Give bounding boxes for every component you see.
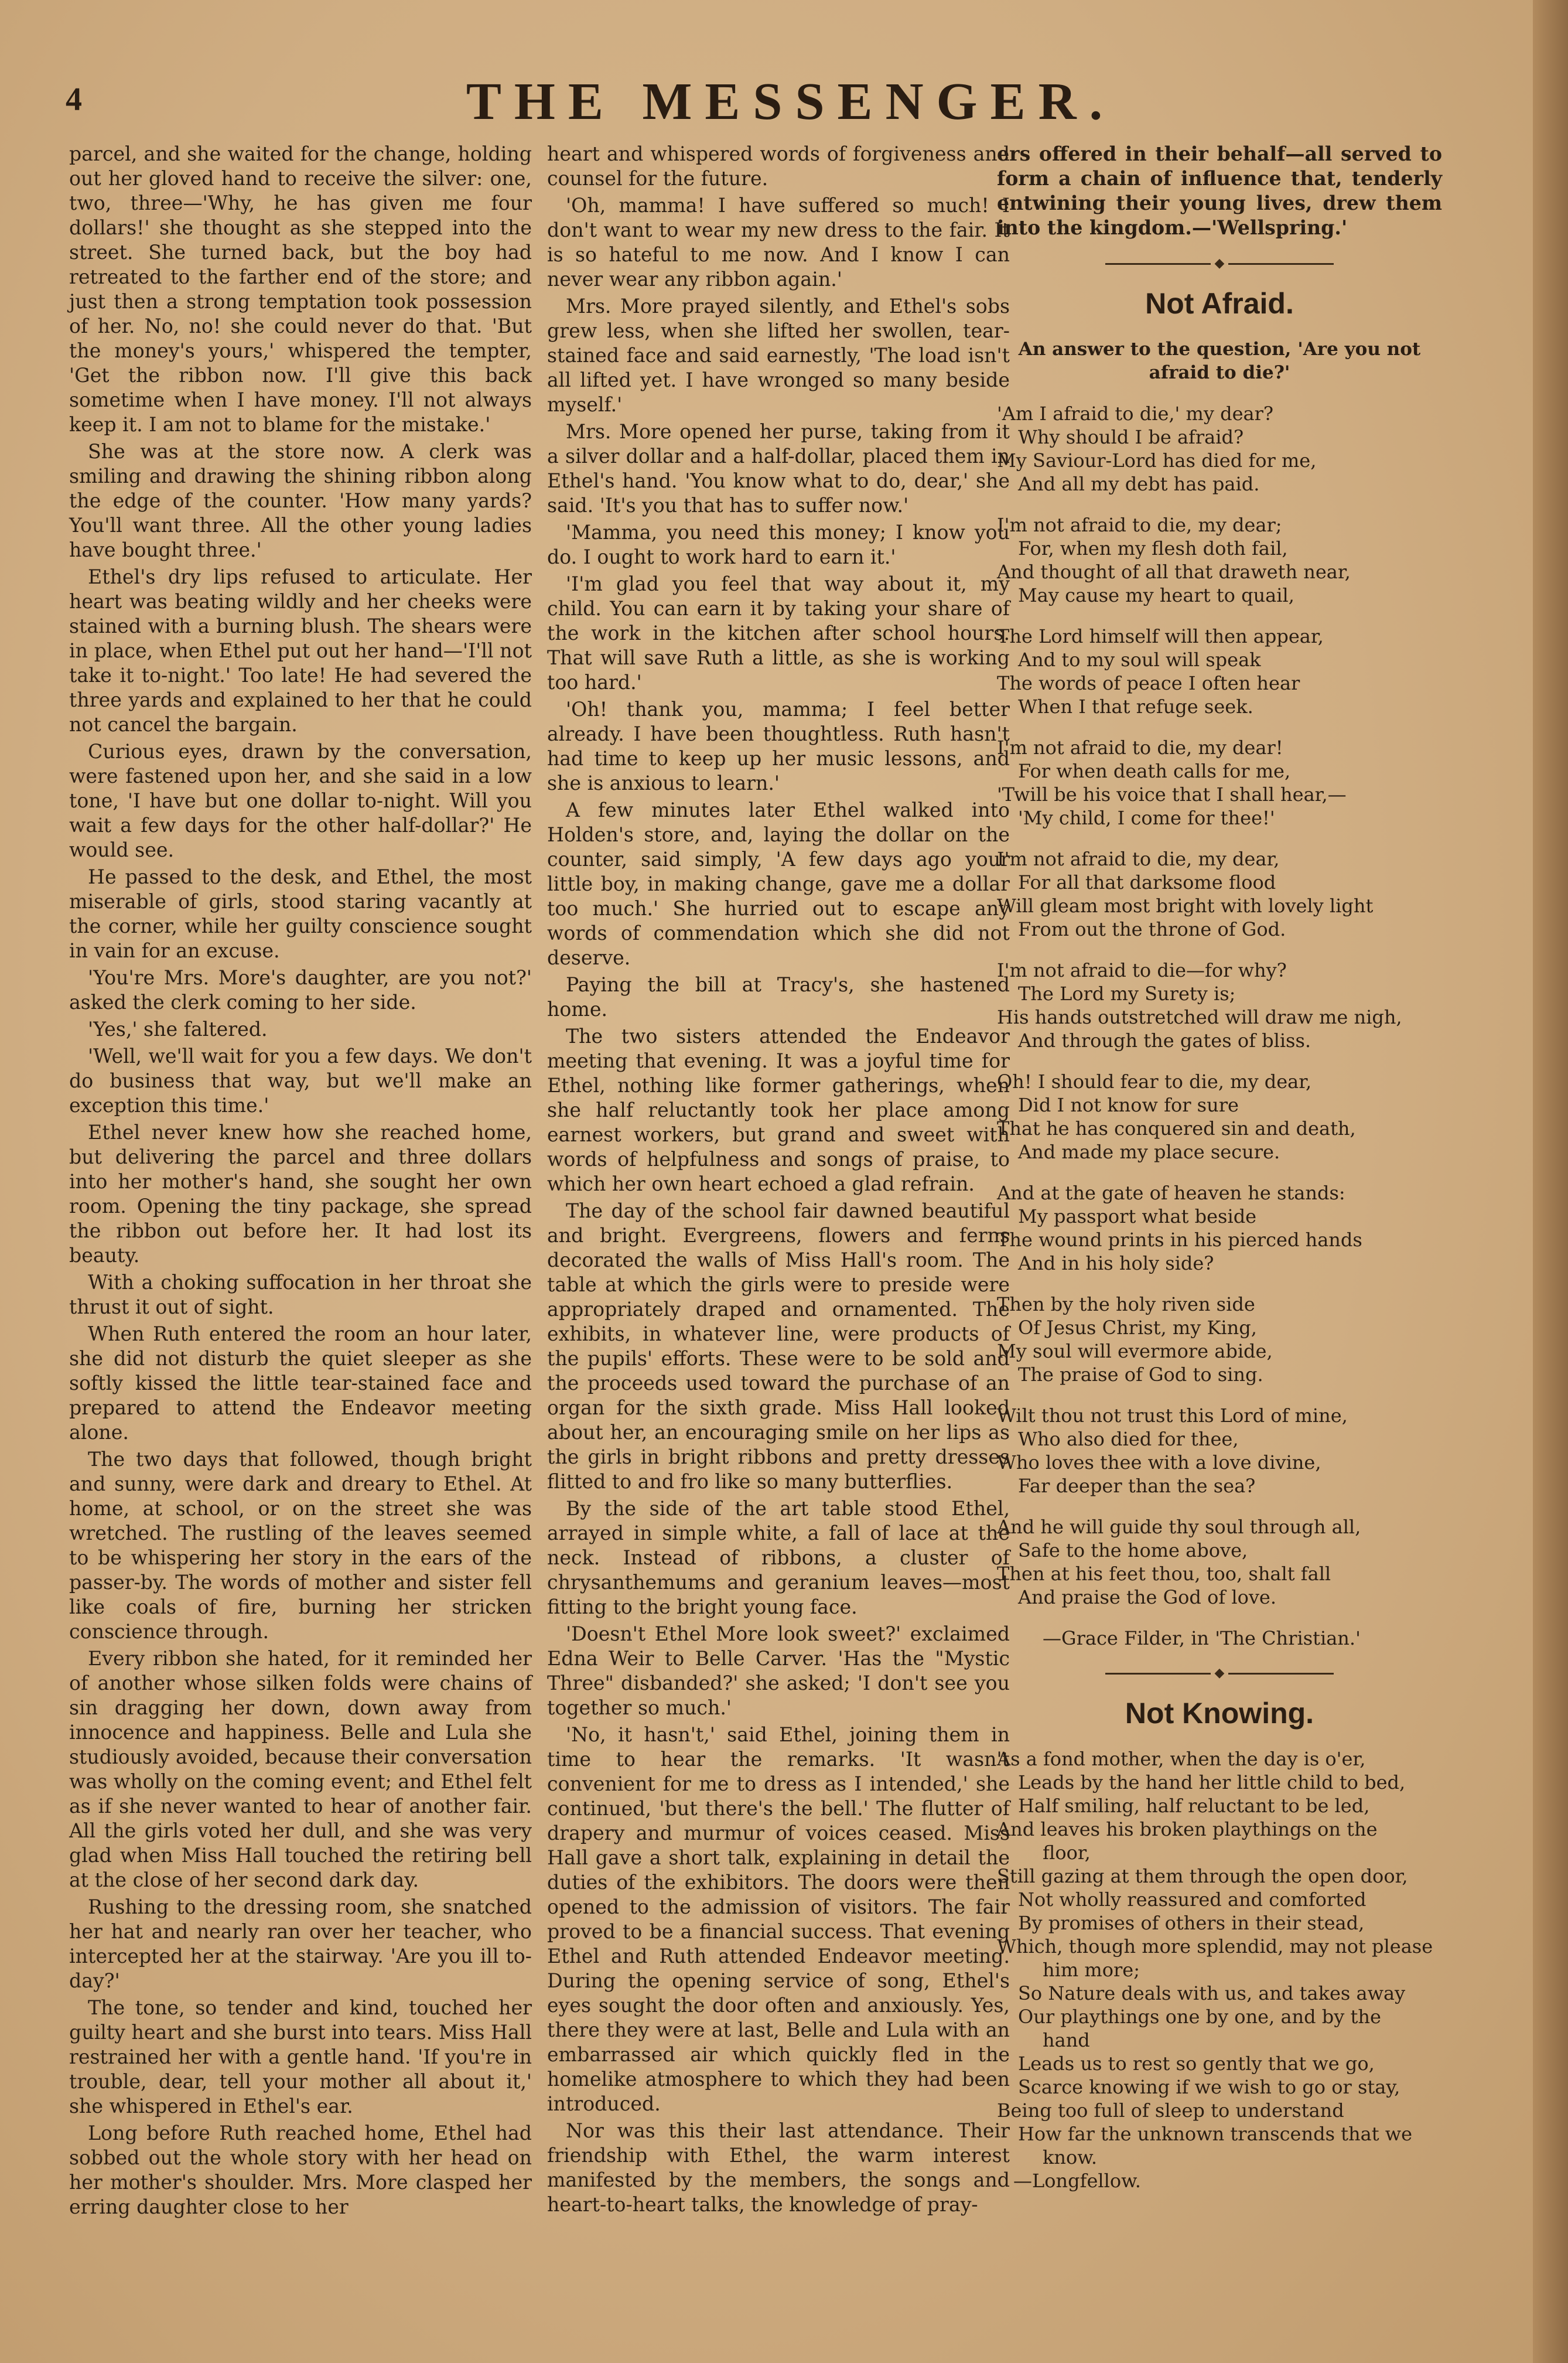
stanza bbox=[997, 513, 1442, 607]
paragraph: She was at the store now. A clerk was smiling and drawing the shining ribbon along the edge of the counter. 'How many yards? You'll want three. All the other young ladies have bought three.' bbox=[69, 440, 532, 561]
poem-not-knowing bbox=[997, 1747, 1442, 2169]
paragraph: heart and whispered words of forgiveness and counsel for the future. bbox=[547, 142, 1010, 190]
divider: ◆ bbox=[997, 1666, 1442, 1680]
poem-title-not-knowing: Not Knowing. bbox=[1125, 1697, 1314, 1730]
stanza bbox=[997, 1293, 1442, 1386]
verse-line: Then at his feet thou, too, shalt fall bbox=[997, 1563, 1331, 1585]
paragraph: The two sisters attended the Endeavor meeting that evening. It was a joyful time for Ethel, nothing like former gatherings, when she half reluctantly took her place among earnest workers, but grand and sweet with words of helpfulness and songs of praise, to which her own heart echoed a glad refrain. bbox=[547, 1025, 1010, 1195]
poem-not-afraid bbox=[997, 402, 1442, 1609]
paragraph: He passed to the desk, and Ethel, the most miserable of girls, stood staring vacantly at the corner, while her guilty conscience sought in vain for an excuse. bbox=[69, 865, 532, 962]
paragraph: 'Yes,' she faltered. bbox=[88, 1018, 268, 1041]
paragraph: The tone, so tender and kind, touched her guilty heart and she burst into tears. Miss Hall restrained her with a gentle hand. 'If you're in trouble, dear, tell your mother all about it,' she whispered in Ethel's ear. bbox=[69, 1996, 532, 2118]
verse-line: And all my debt has paid. bbox=[1018, 473, 1260, 495]
verse-line: His hands outstretched will draw me nigh, bbox=[997, 1006, 1402, 1028]
verse-line: Our playthings one by one, and by the bbox=[1018, 2006, 1381, 2028]
verse-line: floor, bbox=[1043, 1842, 1091, 1864]
verse-line: And made my place secure. bbox=[1018, 1141, 1280, 1163]
paragraph: parcel, and she waited for the change, holding out her gloved hand to receive the silver: one, two, three—'Why, he has given me four dollars!' she thought as she stepped into the street. She turned back, but the boy had retreated to the farther end of the store; and just then a strong temptation took possession of her. No, no! she could never do that. 'But the money's yours,' whispered the tempter, 'Get the ribbon now. I'll give this back sometime when I have money. I'll not always keep it. I am not to blame for the mistake.' bbox=[69, 142, 532, 436]
verse-line: That he has conquered sin and death, bbox=[997, 1117, 1356, 1140]
paragraph: 'Oh! thank you, mamma; I feel better already. I have been thoughtless. Ruth hasn't had time to keep up her music lessons, and she is anxious to learn.' bbox=[547, 698, 1010, 795]
paragraph: Ethel never knew how she reached home, but delivering the parcel and three dollars into her mother's hand, she sought her own room. Opening the tiny package, she spread the ribbon out before her. It had lost its beauty. bbox=[69, 1121, 532, 1267]
paragraph: Ethel's dry lips refused to articulate. Her heart was beating wildly and her cheeks were stained with a burning blush. The shears were in place, when Ethel put out her hand—'I'll not take it to-night.' Too late! He had severed the three yards and explained to her that he could not cancel the bargain. bbox=[69, 565, 532, 736]
verse-line: And at the gate of heaven he stands: bbox=[997, 1182, 1345, 1204]
stanza bbox=[997, 959, 1442, 1052]
poem-subtitle: An answer to the question, 'Are you not afraid to die?' bbox=[1018, 339, 1421, 383]
verse-line: 'My child, I come for thee!' bbox=[1018, 807, 1275, 829]
paragraph: Mrs. More prayed silently, and Ethel's sobs grew less, when she lifted her swollen, tear-stained face and said earnestly, 'The load isn't all lifted yet. I have wronged so many beside myself.' bbox=[547, 295, 1010, 416]
column-1 bbox=[69, 142, 532, 2222]
paragraph: 'No, it hasn't,' said Ethel, joining them in time to hear the remarks. 'It wasn't convenient for me to dress as I intended,' she continued, 'but there's the bell.' The flutter of drapery and murmur of voices ceased. Miss Hall gave a short talk, explaining in detail the duties of the exhibitors. The doors were then opened to the admission of visitors. The fair proved to be a financial success. That evening Ethel and Ruth attended Endeavor meeting. During the opening service of song, Ethel's eyes sought the door often and anxiously. Yes, there they were at last, Belle and Lula with an embarrassed air which quickly fled in the homelike atmosphere to which they had been introduced. bbox=[547, 1723, 1010, 2115]
verse-line: Leads us to rest so gently that we go, bbox=[1018, 2052, 1375, 2075]
column-2 bbox=[547, 142, 1010, 2219]
stanza bbox=[997, 402, 1442, 496]
paragraph: Mrs. More opened her purse, taking from it a silver dollar and a half-dollar, placed them in Ethel's hand. 'You know what to do, dear,' she said. 'It's you that has to suffer now.' bbox=[547, 420, 1010, 517]
verse-line: Half smiling, half reluctant to be led, bbox=[1018, 1795, 1370, 1817]
verse-line: And to my soul will speak bbox=[1018, 649, 1261, 671]
paragraph: A few minutes later Ethel walked into Holden's store, and, laying the dollar on the counter, said simply, 'A few days ago your little boy, in making change, gave me a dollar too much.' She hurried out to escape any words of commendation which she did not deserve. bbox=[547, 799, 1010, 969]
verse-line: And praise the God of love. bbox=[1018, 1586, 1277, 1608]
paragraph: With a choking suffocation in her throat she thrust it out of sight. bbox=[69, 1271, 532, 1318]
verse-line: My soul will evermore abide, bbox=[997, 1340, 1273, 1362]
poem-credit: —Longfellow. bbox=[1013, 2170, 1141, 2192]
paragraph: 'Mamma, you need this money; I know you do. I ought to work hard to earn it.' bbox=[547, 521, 1010, 568]
masthead: THE MESSENGER. bbox=[466, 73, 1116, 131]
verse-line: Leads by the hand her little child to bed, bbox=[1018, 1771, 1406, 1793]
verse-line: And through the gates of bliss. bbox=[1018, 1029, 1311, 1052]
paragraph: Curious eyes, drawn by the conversation, were fastened upon her, and she said in a low tone, 'I have but one dollar to-night. Will you wait a few days for the other half-dollar?' He would see. bbox=[69, 740, 532, 861]
stanza bbox=[997, 1515, 1442, 1609]
verse-line: My Saviour-Lord has died for me, bbox=[997, 449, 1317, 472]
page-number: 4 bbox=[66, 81, 82, 118]
stanza bbox=[997, 847, 1442, 941]
stanza bbox=[997, 1070, 1442, 1164]
page-edge bbox=[1533, 0, 1568, 2363]
verse-line: know. bbox=[1043, 2146, 1098, 2168]
verse-line: For, when my flesh doth fail, bbox=[1018, 537, 1288, 560]
verse-line: 'Twill be his voice that I shall hear,— bbox=[997, 783, 1347, 806]
paragraph: 'I'm glad you feel that way about it, my child. You can earn it by taking your share of the work in the kitchen after school hours. That will save Ruth a little, as she is working too hard.' bbox=[547, 572, 1010, 694]
stanza bbox=[997, 1404, 1442, 1498]
verse-line: My passport what beside bbox=[1018, 1205, 1257, 1227]
stanza bbox=[997, 736, 1442, 830]
paragraph: 'Well, we'll wait for you a few days. We don't do business that way, but we'll make an exception this time.' bbox=[69, 1045, 532, 1117]
verse-line: Safe to the home above, bbox=[1018, 1539, 1248, 1561]
verse-line: Who loves thee with a love divine, bbox=[997, 1451, 1321, 1474]
story-ending: ers offered in their behalf—all served to form a chain of influence that, tenderly entwining their young lives, drew them into the kingdom.—'Wellspring.' bbox=[997, 142, 1442, 239]
paragraph: By the side of the art table stood Ethel, arrayed in simple white, a fall of lace at the neck. Instead of ribbons, a cluster of chrysanthemums and geranium leaves—most fitting to the bright young face. bbox=[547, 1497, 1010, 1618]
verse-line: The Lord himself will then appear, bbox=[997, 625, 1324, 647]
verse-line: From out the throne of God. bbox=[1018, 918, 1286, 940]
verse-line: The words of peace I often hear bbox=[997, 672, 1300, 694]
verse-line: How far the unknown transcends that we bbox=[1018, 2123, 1413, 2145]
paragraph: The two days that followed, though bright and sunny, were dark and dreary to Ethel. At home, at school, or on the street she was wretched. The rustling of the leaves seemed to be whispering her story in the ears of the passer-by. The words of mother and sister fell like coals of fire, burning her stricken conscience through. bbox=[69, 1448, 532, 1643]
paragraph: Paying the bill at Tracy's, she hastened home. bbox=[547, 973, 1010, 1021]
verse-line: Who also died for thee, bbox=[1018, 1428, 1239, 1450]
divider: ◆ bbox=[997, 257, 1442, 271]
paragraph: Nor was this their last attendance. Their friendship with Ethel, the warm interest manifested by the members, the songs and heart-to-heart talks, the knowledge of pray- bbox=[547, 2119, 1010, 2216]
stanza bbox=[997, 1181, 1442, 1275]
verse-line: For when death calls for me, bbox=[1018, 760, 1291, 782]
paragraph: 'Oh, mamma! I have suffered so much! I don't want to wear my new dress to the fair. It is so hateful to me now. And I know I can never wear any ribbon again.' bbox=[547, 194, 1010, 291]
verse-line: The wound prints in his pierced hands bbox=[997, 1229, 1362, 1251]
verse-line: By promises of others in their stead, bbox=[1018, 1912, 1365, 1934]
verse-line: May cause my heart to quail, bbox=[1018, 584, 1294, 606]
verse-line: So Nature deals with us, and takes away bbox=[1018, 1982, 1406, 2004]
verse-line: The Lord my Surety is; bbox=[1018, 983, 1236, 1005]
verse-line: I'm not afraid to die, my dear, bbox=[997, 848, 1280, 870]
verse-line: Not wholly reassured and comforted bbox=[1018, 1888, 1367, 1911]
verse-line: I'm not afraid to die, my dear! bbox=[997, 736, 1283, 759]
verse-line: 'Am I afraid to die,' my dear? bbox=[997, 403, 1274, 425]
paragraph: Long before Ruth reached home, Ethel had sobbed out the whole story with her head on her mother's shoulder. Mrs. More clasped her erring daughter close to her bbox=[69, 2122, 532, 2218]
verse-line: Why should I be afraid? bbox=[1018, 426, 1244, 448]
paragraph: The day of the school fair dawned beautiful and bright. Evergreens, flowers and ferns decorated the walls of Miss Hall's room. The table at which the girls were to preside were appropriately draped and ornamented. The exhibits, in whatever line, were products of the pupils' efforts. These were to be sold and the proceeds used toward the purchase of an organ for the sixth grade. Miss Hall looked about her, an encouraging smile on her lips as the girls in bright ribbons and pretty dresses flitted to and fro like so many butterflies. bbox=[547, 1199, 1010, 1493]
paragraph: When Ruth entered the room an hour later, she did not disturb the quiet sleeper as she softly kissed the little tear-stained face and prepared to attend the Endeavor meeting alone. bbox=[69, 1322, 532, 1444]
verse-line: I'm not afraid to die, my dear; bbox=[997, 514, 1282, 536]
verse-line: I'm not afraid to die—for why? bbox=[997, 959, 1287, 981]
verse-line: And thought of all that draweth near, bbox=[997, 561, 1351, 583]
verse-line: Of Jesus Christ, my King, bbox=[1018, 1317, 1257, 1339]
verse-line: And in his holy side? bbox=[1018, 1252, 1214, 1274]
verse-line: Scarce knowing if we wish to go or stay, bbox=[1018, 2076, 1400, 2098]
verse-line: For all that darksome flood bbox=[1018, 871, 1276, 894]
verse-line: Oh! I should fear to die, my dear, bbox=[997, 1070, 1312, 1093]
paragraph: Rushing to the dressing room, she snatched her hat and nearly ran over her teacher, who intercepted her at the stairway. 'Are you ill to-day?' bbox=[69, 1895, 532, 1992]
paragraph: 'Doesn't Ethel More look sweet?' exclaimed Edna Weir to Belle Carver. 'Has the "Mystic Three" disbanded?' she asked; 'I don't see you together so much.' bbox=[547, 1622, 1010, 1719]
verse-line: him more; bbox=[1043, 1959, 1140, 1981]
verse-line: When I that refuge seek. bbox=[1018, 695, 1253, 718]
verse-line: Will gleam most bright with lovely light bbox=[997, 895, 1374, 917]
poem-title-not-afraid: Not Afraid. bbox=[1145, 287, 1294, 320]
verse-line: Far deeper than the sea? bbox=[1018, 1475, 1256, 1497]
stanza bbox=[997, 625, 1442, 718]
verse-line: As a fond mother, when the day is o'er, bbox=[997, 1748, 1366, 1770]
verse-line: And leaves his broken playthings on the bbox=[997, 1818, 1378, 1840]
verse-line: Then by the holy riven side bbox=[997, 1293, 1255, 1315]
poem-credit: —Grace Filder, in 'The Christian.' bbox=[1043, 1627, 1361, 1649]
verse-line: Still gazing at them through the open door, bbox=[997, 1865, 1408, 1887]
column-3 bbox=[997, 142, 1442, 2192]
verse-line: hand bbox=[1043, 2029, 1090, 2051]
verse-line: Which, though more splendid, may not please bbox=[997, 1935, 1433, 1958]
verse-line: The praise of God to sing. bbox=[1018, 1363, 1263, 1386]
verse-line: Wilt thou not trust this Lord of mine, bbox=[997, 1404, 1348, 1427]
verse-line: And he will guide thy soul through all, bbox=[997, 1516, 1361, 1538]
paragraph: Every ribbon she hated, for it reminded her of another whose silken folds were chains of sin dragging her down, down away from innocence and happiness. Belle and Lula she studiously avoided, because their conversation was wholly on the coming event; and Ethel felt as if she never wanted to hear of another fair. All the girls voted her dull, and she was very glad when Miss Hall touched the retiring bell at the close of her second dark day. bbox=[69, 1647, 532, 1891]
verse-line: Did I not know for sure bbox=[1018, 1094, 1239, 1116]
paragraph: 'You're Mrs. More's daughter, are you not?' asked the clerk coming to her side. bbox=[69, 966, 532, 1014]
verse-line: Being too full of sleep to understand bbox=[997, 2099, 1344, 2122]
